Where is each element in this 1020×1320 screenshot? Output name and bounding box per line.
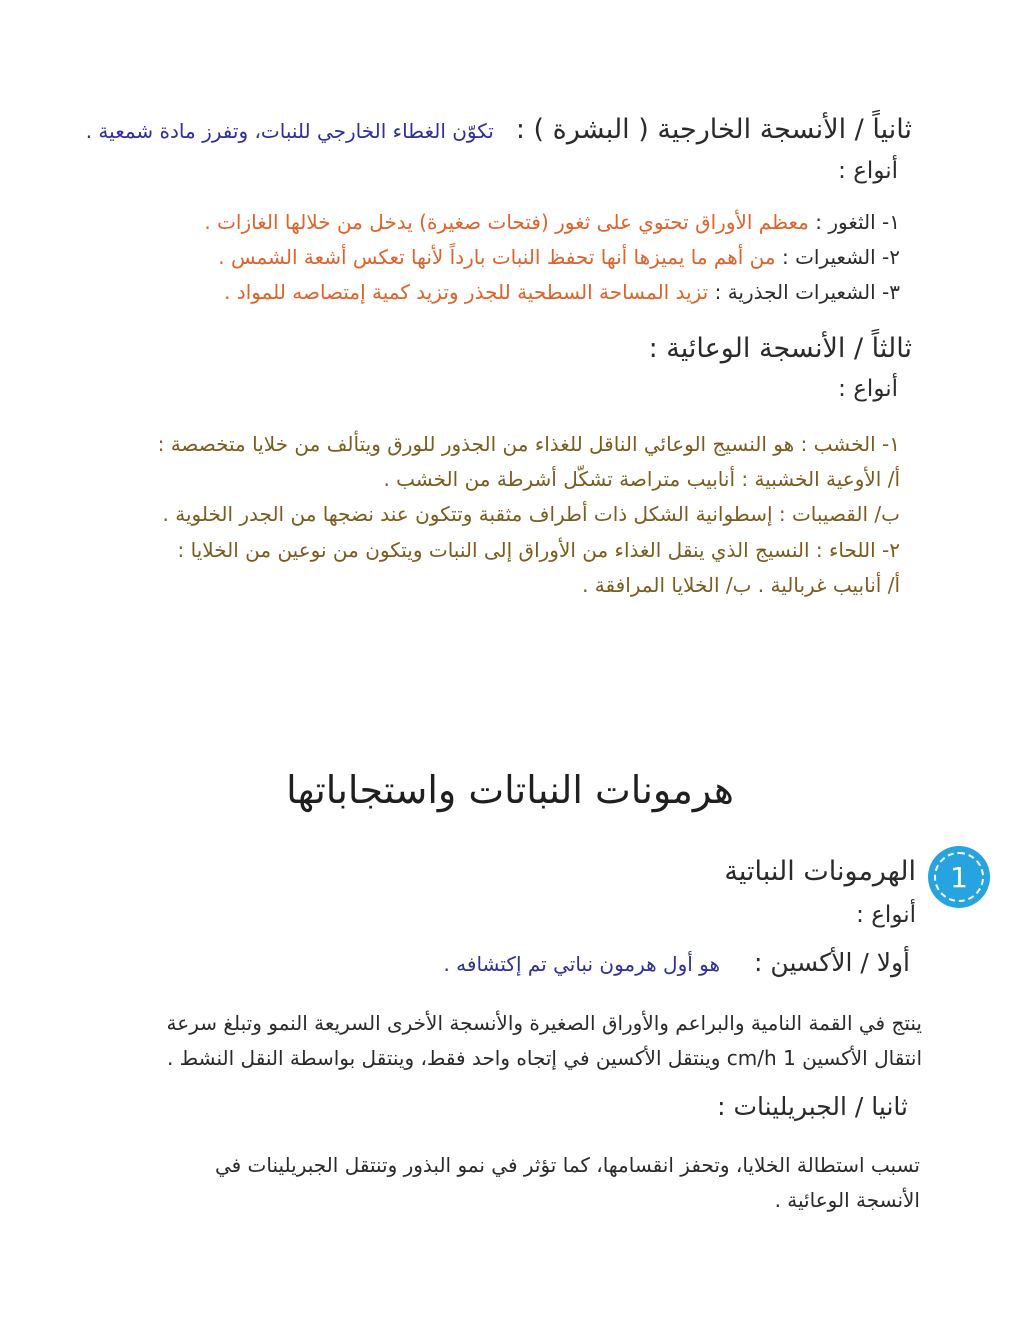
- section2-heading-row: [86, 114, 912, 145]
- auxin-paragraph-line: ينتج في القمة النامية والبراعم والأوراق الصغيرة والأنسجة الأخرى السريعة النمو وتبلغ سرعة: [166, 1011, 922, 1035]
- list-item: أ/ الأوعية الخشبية : أنابيب متراصة تشكّل أشرطة من الخشب .: [383, 467, 900, 491]
- chapter-subtitle: الهرمونات النباتية: [724, 856, 916, 887]
- chapter-types-label: أنواع :: [856, 902, 916, 928]
- gibberellin-heading: ثانيا / الجبريلينات :: [717, 1092, 908, 1121]
- item-text: معظم الأوراق تحتوي على ثغور (فتحات صغيرة) يدخل من خلالها الغازات .: [204, 210, 809, 234]
- section3-types-label: أنواع :: [838, 376, 898, 402]
- item-label: ١- الثغور :: [815, 210, 900, 234]
- item-text: من أهم ما يميزها أنها تحفظ النبات بارداً لأنها تعكس أشعة الشمس .: [218, 245, 776, 269]
- list-item: [218, 245, 900, 269]
- section2-types-label: أنواع :: [838, 158, 898, 184]
- item-label: ٣- الشعيرات الجذرية :: [714, 280, 900, 304]
- gibberellin-paragraph-line: تسبب استطالة الخلايا، وتحفز انقسامها، كما تؤثر في نمو البذور وتنتقل الجبريلينات في: [214, 1153, 920, 1177]
- item-text: تزيد المساحة السطحية للجذر وتزيد كمية إمتصاصه للمواد .: [224, 280, 709, 304]
- chapter-title: هرمونات النباتات واستجاباتها: [286, 768, 734, 812]
- list-item: ب/ القصيبات : إسطوانية الشكل ذات أطراف مثقبة وتتكون عند نضجها من الجدر الخلوية .: [162, 502, 900, 526]
- auxin-paragraph-line: انتقال الأكسين 1 cm/h وينتقل الأكسين في إتجاه واحد فقط، وينتقل بواسطة النقل النشط .: [166, 1046, 922, 1070]
- section2-heading: ثانياً / الأنسجة الخارجية ( البشرة ) :: [515, 114, 912, 145]
- badge-number: 1: [934, 852, 984, 902]
- list-item: [204, 210, 900, 234]
- item-label: ٢- الشعيرات :: [781, 245, 900, 269]
- section2-description: تكوّن الغطاء الخارجي للنبات، وتفرز مادة شمعية .: [85, 119, 494, 143]
- list-item: [224, 280, 900, 304]
- auxin-description: هو أول هرمون نباتي تم إكتشافه .: [443, 952, 721, 976]
- auxin-paragraph: [2, 1006, 922, 1076]
- gibberellin-paragraph: [60, 1148, 920, 1218]
- list-item: ١- الخشب : هو النسيج الوعائي الناقل للغذاء من الجذور للورق ويتألف من خلايا متخصصة :: [157, 432, 900, 456]
- section3-heading: ثالثاً / الأنسجة الوعائية :: [648, 333, 912, 364]
- auxin-heading: أولا / الأكسين :: [754, 948, 910, 977]
- section-number-badge: [928, 846, 990, 908]
- list-item: أ/ أنابيب غربالية . ب/ الخلايا المرافقة .: [582, 573, 900, 597]
- auxin-heading-row: [443, 948, 910, 977]
- gibberellin-paragraph-line: الأنسجة الوعائية .: [774, 1188, 920, 1212]
- list-item: ٢- اللحاء : النسيج الذي ينقل الغذاء من الأوراق إلى النبات ويتكون من نوعين من الخلايا :: [177, 538, 900, 562]
